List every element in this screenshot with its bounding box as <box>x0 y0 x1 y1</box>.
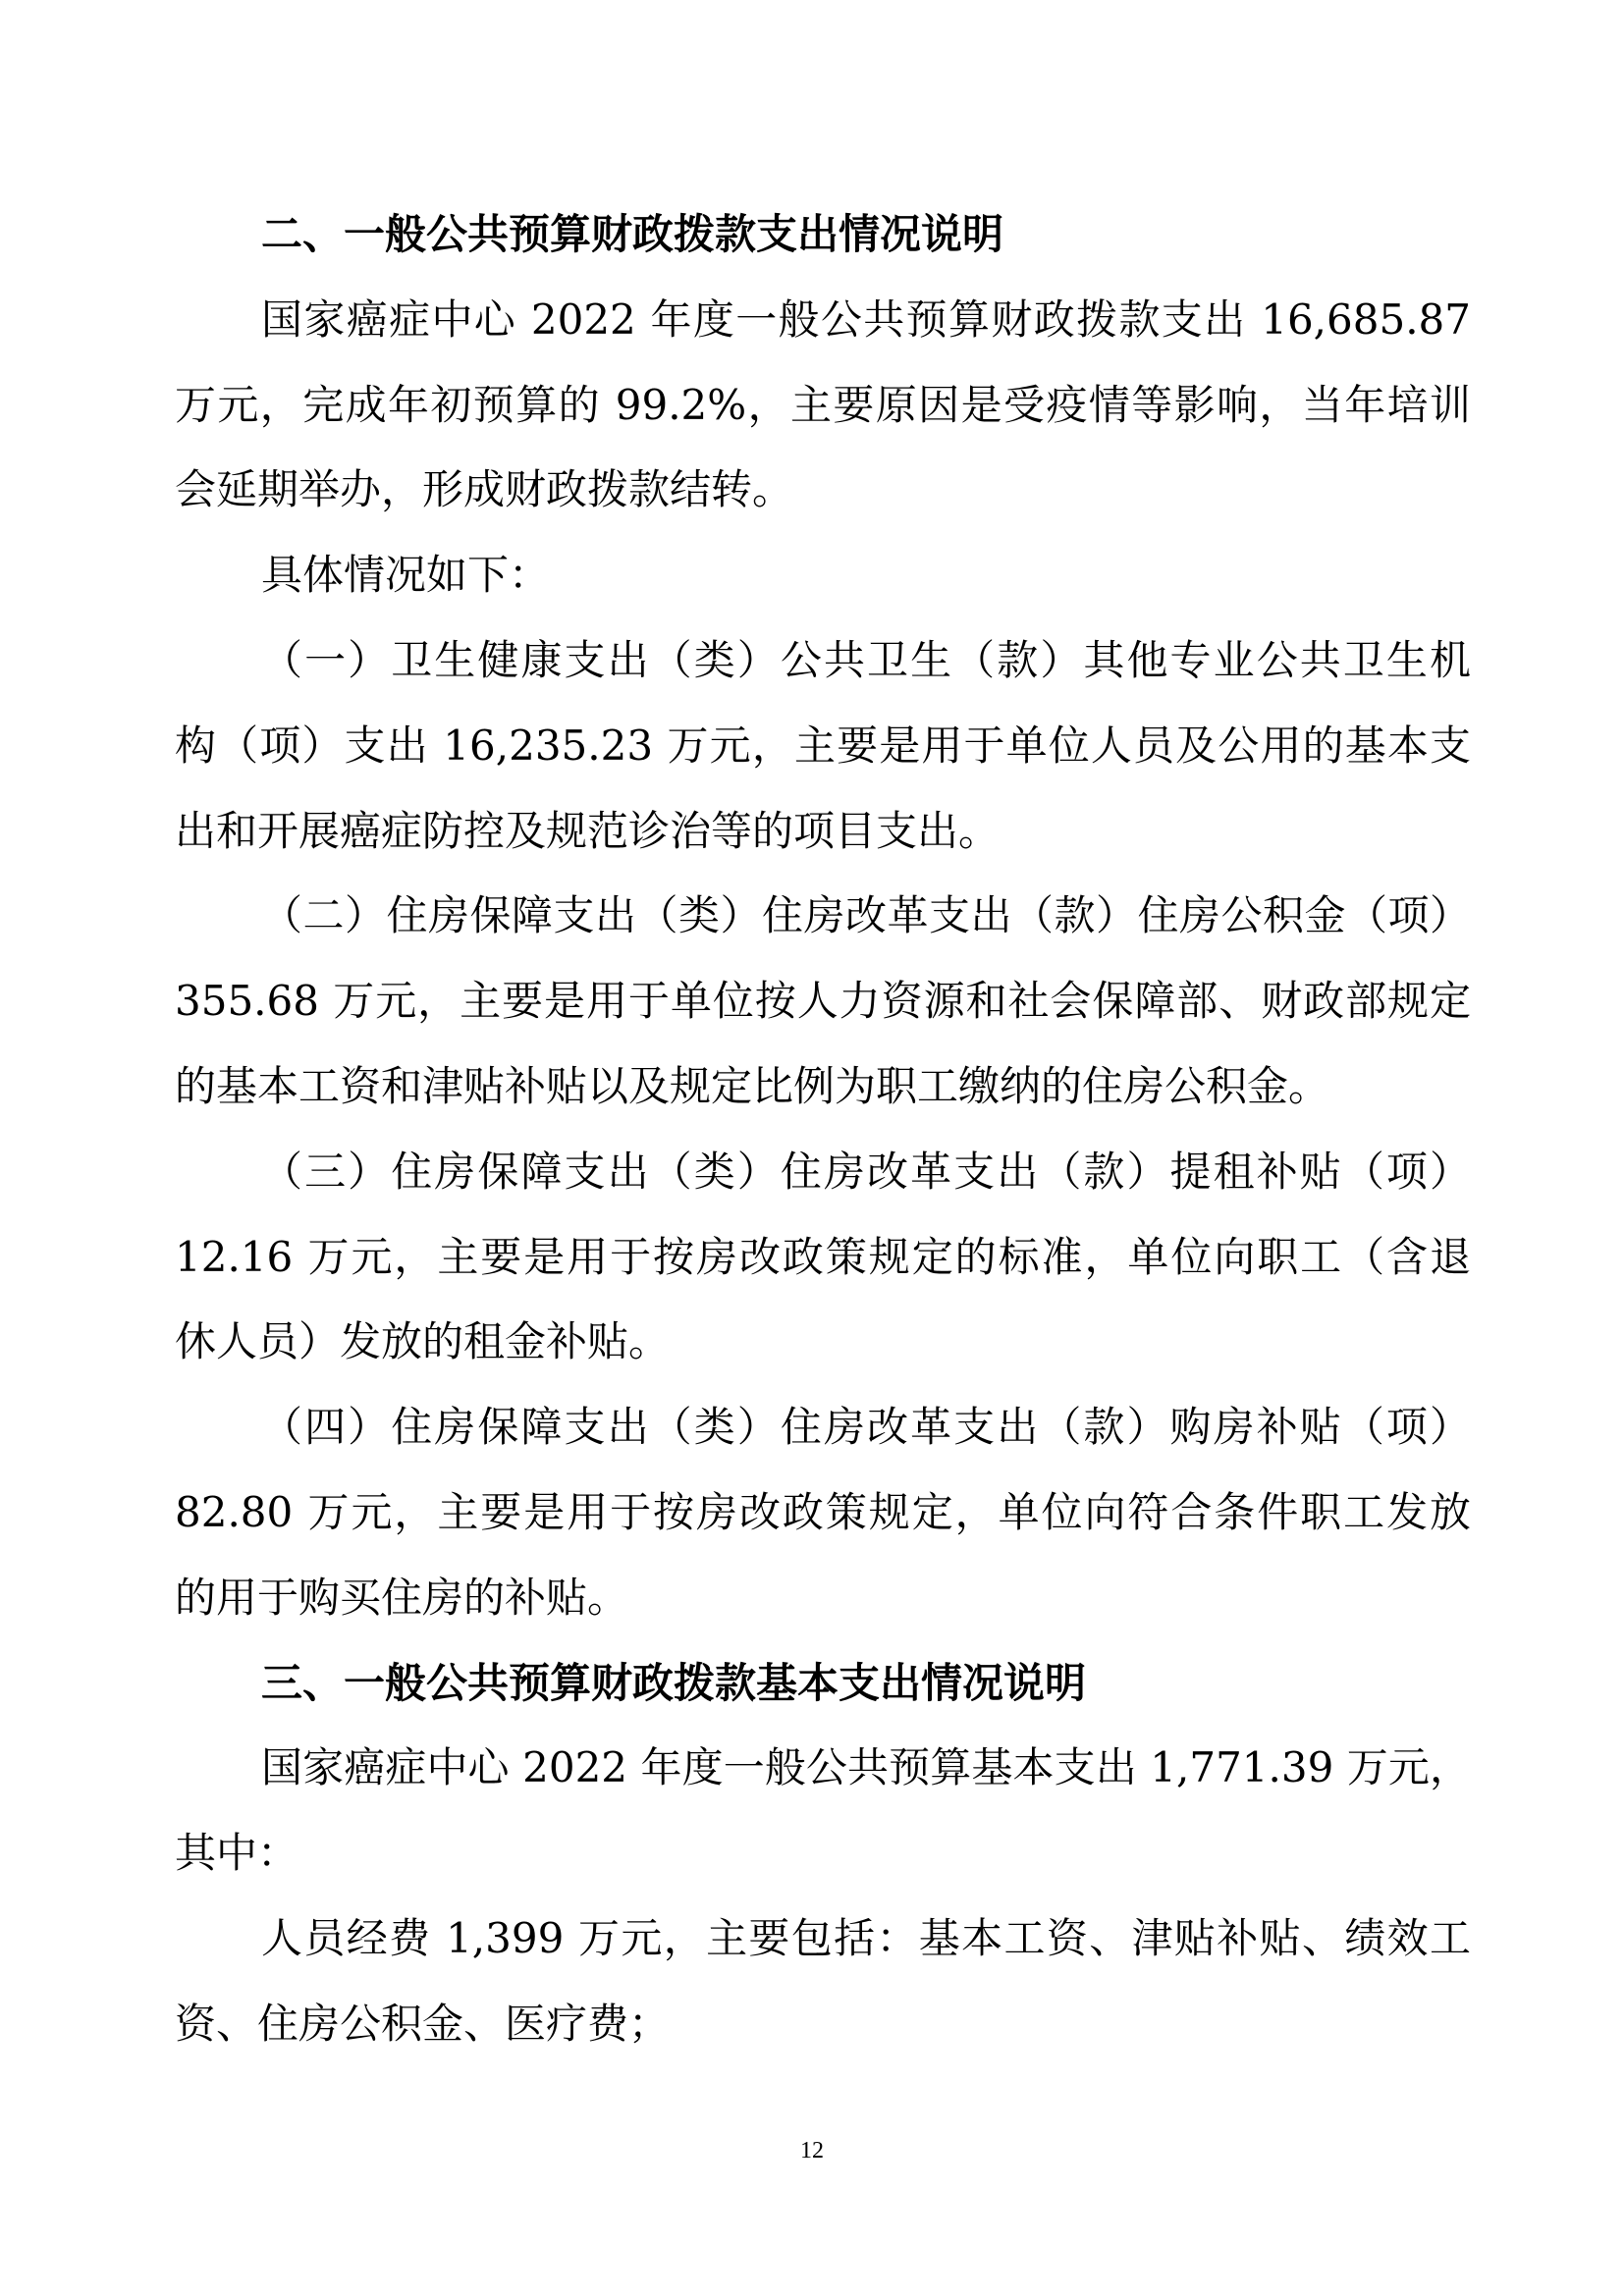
paragraph-line: （三）住房保障支出（类）住房改革支出（款）提租补贴（项） <box>261 1147 1471 1196</box>
paragraph-line: 构（项）支出 16,235.23 万元，主要是用于单位人员及公用的基本支 <box>175 721 1471 770</box>
paragraph-line: 资、住房公积金、医疗费； <box>175 1999 671 2048</box>
paragraph-line: 国家癌症中心 2022 年度一般公共预算财政拨款支出 16,685.87 <box>261 294 1471 344</box>
paragraph-line: 万元，完成年初预算的 99.2%，主要原因是受疫情等影响，当年培训 <box>175 380 1471 429</box>
paragraph-line: 人员经费 1,399 万元，主要包括：基本工资、津贴补贴、绩效工 <box>261 1913 1471 1962</box>
paragraph-line: 国家癌症中心 2022 年度一般公共预算基本支出 1,771.39 万元， <box>261 1743 1471 1792</box>
document-body <box>175 192 1471 2067</box>
heading-text: 二、一般公共预算财政拨款支出情况说明 <box>261 210 1004 258</box>
paragraph-details-intro <box>175 533 1471 618</box>
heading-text: 三、一般公共预算财政拨款基本支出情况说明 <box>261 1658 1087 1707</box>
paragraph-personnel-costs <box>175 1896 1471 2067</box>
page-number: 12 <box>800 2138 824 2163</box>
paragraph-line: （四）住房保障支出（类）住房改革支出（款）购房补贴（项） <box>261 1403 1471 1452</box>
paragraph-basic-expenditure <box>175 1726 1471 1896</box>
paragraph-item-2 <box>175 874 1471 1129</box>
paragraph-line: 的用于购买住房的补贴。 <box>175 1573 629 1622</box>
paragraph-line: 355.68 万元，主要是用于单位按人力资源和社会保障部、财政部规定 <box>175 977 1471 1026</box>
paragraph-line: 82.80 万元，主要是用于按房改政策规定，单位向符合条件职工发放 <box>175 1487 1471 1536</box>
paragraph-line: 具体情况如下： <box>261 551 551 600</box>
section-heading-3 <box>175 1641 1471 1727</box>
paragraph-item-3 <box>175 1130 1471 1385</box>
paragraph-line: （二）住房保障支出（类）住房改革支出（款）住房公积金（项） <box>261 891 1471 940</box>
paragraph-line: 休人员）发放的租金补贴。 <box>175 1317 671 1366</box>
paragraph-line: 会延期举办，形成财政拨款结转。 <box>175 465 794 514</box>
paragraph-line: 12.16 万元，主要是用于按房改政策规定的标准，单位向职工（含退 <box>175 1232 1471 1281</box>
paragraph-line: （一）卫生健康支出（类）公共卫生（款）其他专业公共卫生机 <box>261 635 1471 684</box>
paragraph-item-1 <box>175 618 1471 874</box>
paragraph-total-expenditure <box>175 278 1471 533</box>
paragraph-line: 其中： <box>175 1829 299 1878</box>
section-heading-2 <box>175 192 1471 278</box>
paragraph-line: 出和开展癌症防控及规范诊治等的项目支出。 <box>175 806 1001 855</box>
paragraph-item-4 <box>175 1385 1471 1640</box>
paragraph-line: 的基本工资和津贴补贴以及规定比例为职工缴纳的住房公积金。 <box>175 1061 1330 1110</box>
